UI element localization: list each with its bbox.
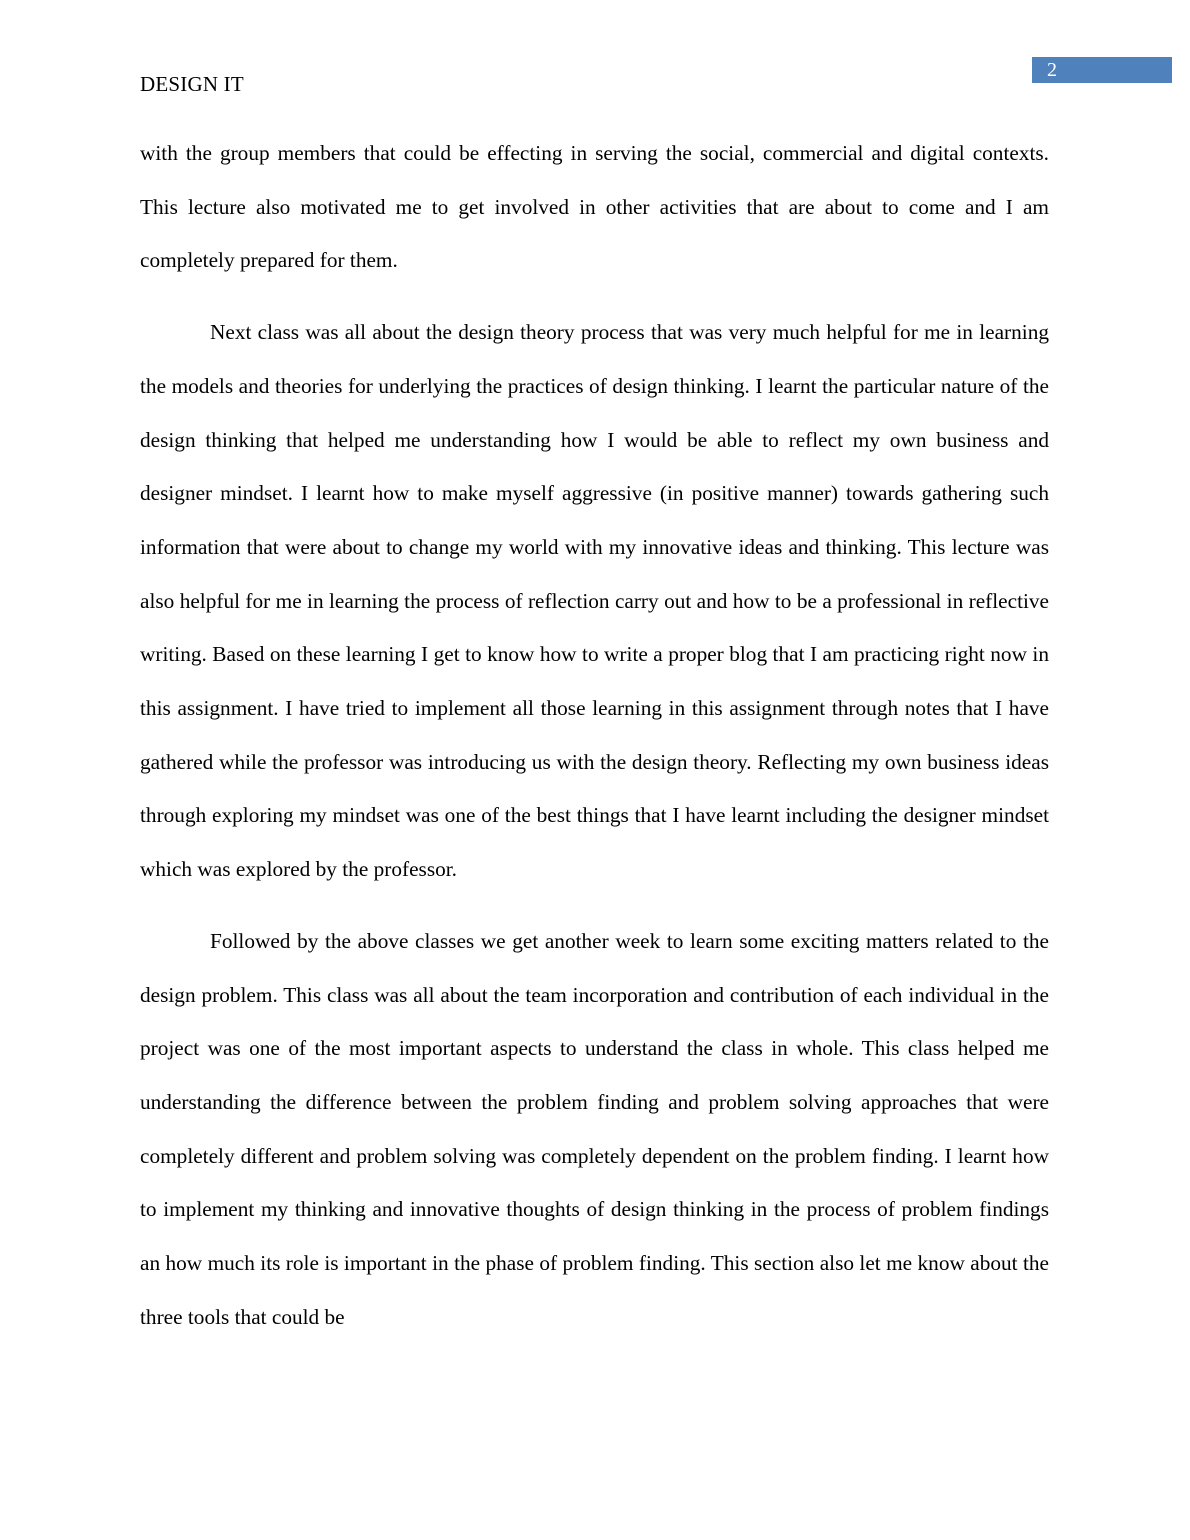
paragraph-design-theory: Next class was all about the design theory process that was very much helpful for me in learning the models and theories for underlying the practices of design thinking. I learnt the particular nature of the design thinking that helped me understanding how I would be able to reflect my own business and designer mindset. I learnt how to make myself aggressive (in positive manner) towards gathering such information that were about to change my world with my innovative ideas and thinking. This lecture was also helpful for me in learning the process of reflection carry out and how to be a professional in reflective writing. Based on these learning I get to know how to write a proper blog that I am practicing right now in this assignment. I have tried to implement all those learning in this assignment through notes that I have gathered while the professor was introducing us with the design theory. Reflecting my own business ideas through exploring my mindset was one of the best things that I have learnt including the designer mindset which was explored by the professor. xyxy=(140,320,1049,882)
paragraph-design-problem: Followed by the above classes we get another week to learn some exciting matters related to the design problem. This class was all about the team incorporation and contribution of each individual in the project was one of the most important aspects to understand the class in whole. This class helped me understanding the difference between the problem finding and problem solving approaches that were completely different and problem solving was completely dependent on the problem finding. I learnt how to implement my thinking and innovative thoughts of design thinking in the process of problem findings an how much its role is important in the phase of problem finding. This section also let me know about the three tools that could be xyxy=(140,928,1049,1329)
page-number: 2 xyxy=(1047,59,1057,81)
page-number-band xyxy=(1032,57,1172,83)
body-text xyxy=(140,127,1049,1362)
paragraph-continuation: with the group members that could be effecting in serving the social, commercial and digital contexts. This lecture also motivated me to get involved in other activities that are about to come and I am completely prepared for them. xyxy=(140,141,1049,273)
running-head: DESIGN IT xyxy=(140,72,244,96)
